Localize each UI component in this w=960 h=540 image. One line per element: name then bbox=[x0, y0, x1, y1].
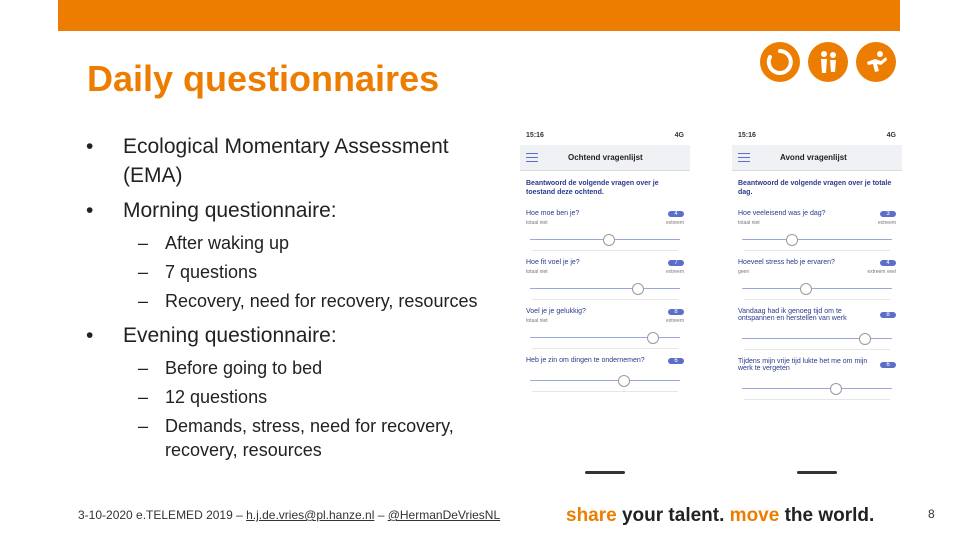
divider bbox=[744, 299, 890, 300]
question-value-badge: 8 bbox=[668, 309, 684, 315]
question-text: Hoeveel stress heb je ervaren? bbox=[738, 259, 835, 266]
sub-item: – 7 questions bbox=[126, 260, 506, 284]
answer-slider[interactable] bbox=[526, 232, 684, 246]
bullet-evening: • Evening questionnaire: bbox=[86, 321, 506, 350]
question-row bbox=[738, 358, 896, 372]
question-item bbox=[732, 303, 902, 353]
slogan-talent: your talent. bbox=[616, 505, 730, 526]
question-text: Heb je zin om dingen te ondernemen? bbox=[526, 357, 645, 364]
scale-low-label: totaal niet bbox=[738, 220, 760, 226]
divider bbox=[532, 299, 678, 300]
top-accent-bar bbox=[58, 0, 900, 31]
page-number: 8 bbox=[928, 507, 935, 521]
slider-track bbox=[530, 288, 680, 289]
slider-track bbox=[742, 288, 892, 289]
question-value-badge: 8 bbox=[880, 312, 896, 318]
scale-high-label: extreem bbox=[665, 269, 684, 275]
scale-low-label: totaal niet bbox=[526, 269, 548, 275]
question-value-badge: 7 bbox=[668, 260, 684, 266]
question-text: Voel je je gelukkig? bbox=[526, 308, 586, 315]
question-item bbox=[520, 254, 690, 303]
scale-labels bbox=[526, 269, 684, 275]
status-time: 15:16 bbox=[738, 132, 756, 139]
question-item bbox=[520, 205, 690, 254]
twitter-link[interactable]: @HermanDeVriesNL bbox=[387, 508, 501, 522]
app-navbar bbox=[520, 145, 690, 171]
sub-item: – After waking up bbox=[126, 231, 506, 255]
slider-knob[interactable] bbox=[603, 234, 615, 246]
status-signal: 4G bbox=[674, 132, 684, 139]
menu-icon[interactable] bbox=[526, 153, 538, 162]
people-logo-icon bbox=[808, 42, 848, 82]
scale-labels bbox=[526, 318, 684, 324]
intro-text: Beantwoord de volgende vragen over je totale dag. bbox=[738, 180, 892, 196]
evening-subitems bbox=[126, 356, 506, 462]
scale-high-label: extreem bbox=[665, 318, 684, 324]
morning-subitems bbox=[126, 231, 506, 313]
question-item bbox=[520, 303, 690, 352]
footer-text bbox=[78, 508, 500, 522]
answer-slider[interactable] bbox=[738, 381, 896, 395]
scale-low-label: geen bbox=[738, 269, 750, 275]
question-item bbox=[732, 205, 902, 254]
bullet-morning: • Morning questionnaire: bbox=[86, 196, 506, 225]
question-row bbox=[738, 308, 896, 322]
email-link[interactable]: h.j.de.vries@pl.hanze.nl bbox=[246, 508, 375, 522]
question-row bbox=[738, 259, 896, 266]
sub-item: – Before going to bed bbox=[126, 356, 506, 380]
scale-high-label: extreem veel bbox=[867, 269, 896, 275]
status-time: 15:16 bbox=[526, 132, 544, 139]
status-bar bbox=[520, 128, 690, 139]
question-row bbox=[526, 259, 684, 266]
morning-phone-screenshot bbox=[520, 128, 690, 478]
evening-phone-screenshot bbox=[732, 128, 902, 478]
footer-prefix: 3-10-2020 e.TELEMED 2019 – bbox=[78, 508, 247, 522]
divider bbox=[744, 250, 890, 251]
scale-low-label: totaal niet bbox=[526, 220, 548, 226]
slider-track bbox=[742, 239, 892, 240]
sub-item: – Recovery, need for recovery, resources bbox=[126, 289, 506, 313]
runner-logo-icon bbox=[856, 42, 896, 82]
footer-sep: – bbox=[374, 508, 388, 522]
slogan-world: the world. bbox=[779, 505, 875, 526]
slide-title: Daily questionnaires bbox=[87, 58, 440, 99]
question-value-badge: 3 bbox=[880, 211, 896, 217]
menu-icon[interactable] bbox=[738, 153, 750, 162]
scale-low-label: totaal niet bbox=[526, 318, 548, 324]
status-signal: 4G bbox=[886, 132, 896, 139]
divider bbox=[532, 348, 678, 349]
slider-track bbox=[742, 388, 892, 389]
question-text: Tijdens mijn vrije tijd lukte het me om mijn werk te vergeten bbox=[738, 358, 868, 372]
app-navbar bbox=[732, 145, 902, 171]
sub-item: – 12 questions bbox=[126, 385, 506, 409]
question-item bbox=[732, 353, 902, 403]
slider-track bbox=[530, 380, 680, 381]
divider bbox=[744, 349, 890, 350]
scale-high-label: extreem bbox=[665, 220, 684, 226]
slider-knob[interactable] bbox=[647, 332, 659, 344]
question-item bbox=[732, 254, 902, 303]
scale-labels bbox=[738, 220, 896, 226]
question-item bbox=[520, 352, 690, 395]
brand-logos bbox=[760, 42, 896, 82]
slider-knob[interactable] bbox=[786, 234, 798, 246]
answer-slider[interactable] bbox=[526, 330, 684, 344]
nav-title: Avond vragenlijst bbox=[780, 153, 847, 162]
question-value-badge: 6 bbox=[880, 362, 896, 368]
question-value-badge: 4 bbox=[880, 260, 896, 266]
slider-knob[interactable] bbox=[632, 283, 644, 295]
divider bbox=[532, 391, 678, 392]
question-row bbox=[738, 210, 896, 217]
question-row bbox=[526, 357, 684, 364]
slider-knob[interactable] bbox=[800, 283, 812, 295]
answer-slider[interactable] bbox=[738, 331, 896, 345]
slogan bbox=[566, 505, 874, 527]
question-row bbox=[526, 308, 684, 315]
question-text: Hoe moe ben je? bbox=[526, 210, 580, 217]
slider-knob[interactable] bbox=[859, 333, 871, 345]
slogan-move: move bbox=[729, 505, 780, 526]
sub-item: – Demands, stress, need for recovery, recovery, resources bbox=[126, 414, 506, 462]
scale-high-label: extreem bbox=[877, 220, 896, 226]
bullet-ema: • Ecological Momentary Assessment (EMA) bbox=[86, 132, 506, 190]
answer-slider[interactable] bbox=[526, 281, 684, 295]
question-text: Vandaag had ik genoeg tijd om te ontspannen en herstellen van werk bbox=[738, 308, 847, 322]
home-indicator bbox=[585, 471, 625, 474]
slogan-share: share bbox=[566, 505, 617, 526]
home-indicator bbox=[797, 471, 837, 474]
divider bbox=[744, 399, 890, 400]
bullet-list bbox=[86, 132, 506, 470]
scale-labels bbox=[738, 269, 896, 275]
answer-slider[interactable] bbox=[738, 281, 896, 295]
question-text: Hoe veeleisend was je dag? bbox=[738, 210, 826, 217]
intro-text: Beantwoord de volgende vragen over je toestand deze ochtend. bbox=[526, 180, 659, 196]
divider bbox=[532, 250, 678, 251]
question-value-badge: 6 bbox=[668, 358, 684, 364]
question-value-badge: 4 bbox=[668, 211, 684, 217]
slider-knob[interactable] bbox=[830, 383, 842, 395]
status-bar bbox=[732, 128, 902, 139]
circle-logo-icon bbox=[760, 42, 800, 82]
answer-slider[interactable] bbox=[526, 373, 684, 387]
question-text: Hoe fit voel je je? bbox=[526, 259, 580, 266]
slider-knob[interactable] bbox=[618, 375, 630, 387]
nav-title: Ochtend vragenlijst bbox=[568, 153, 643, 162]
answer-slider[interactable] bbox=[738, 232, 896, 246]
question-row bbox=[526, 210, 684, 217]
scale-labels bbox=[526, 220, 684, 226]
